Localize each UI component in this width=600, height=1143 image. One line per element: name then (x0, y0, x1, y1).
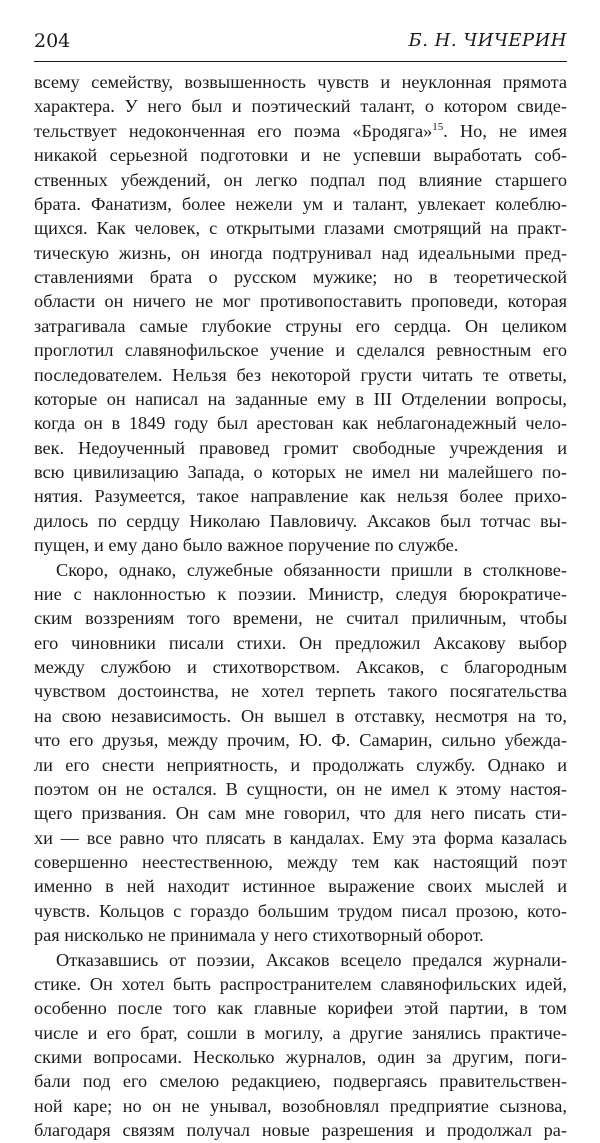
text-line (34, 631, 567, 655)
text-line-content: благодаря связям получал новые разрешения и продолжал ра- (34, 1120, 567, 1141)
text-line (34, 1021, 567, 1045)
text-line (34, 533, 567, 557)
text-line (34, 704, 567, 728)
text-line-content: Отказавшись от поэзии, Аксаков всецело предался журнали- (56, 949, 567, 970)
text-line-content: затрагивала самые глубокие струны его сердца. Он целиком (34, 315, 567, 336)
text-line-content: ставлениями брата о русском мужике; но в теоретической (34, 267, 567, 287)
text-line-content: поэтом он не остался. В сущности, он не имел к этому настоя- (34, 778, 567, 799)
text-line-content: последователем. Нельзя без некоторой грусти читать те ответы, (34, 364, 567, 385)
running-head-author: Б. Н. ЧИЧЕРИН (408, 30, 567, 51)
text-line-content: что его друзья, между прочим, Ю. Ф. Самарин, сильно убежда- (34, 730, 567, 751)
text-line-content: когда он в 1849 году был арестован как неблагонадежный чело- (34, 413, 567, 434)
text-line (34, 436, 567, 460)
text-line-content: именно в ней находит истинное выражение своих мыслей и (34, 876, 567, 897)
text-line (34, 363, 567, 387)
text-line-content: числе и его брат, сошли в могилу, а другие занялись практиче- (34, 1022, 567, 1043)
body-text (34, 70, 567, 1143)
page-number: 204 (34, 30, 71, 52)
text-line-content: его чиновники писали стихи. Он предложил Аксакову выбор (34, 632, 567, 653)
text-line (34, 265, 567, 289)
text-line (34, 241, 567, 265)
text-line (34, 314, 567, 338)
text-line (34, 558, 567, 582)
text-line (34, 1069, 567, 1093)
text-line (34, 850, 567, 874)
text-line (34, 484, 567, 508)
footnote-marker: 15 (432, 120, 444, 133)
text-line-content: ние с наклонностью к поэзии. Министр, следуя бюрократиче- (34, 583, 567, 604)
text-line-content: пущен, и ему дано было важное поручение по службе. (34, 535, 459, 556)
text-line-content: совершенно неестественною, между тем как настоящий поэт (34, 852, 567, 872)
text-line-content: ским воззрениям того времени, не считал приличным, чтобы (34, 608, 567, 629)
text-line (34, 338, 567, 362)
text-line (34, 1094, 567, 1118)
text-line-content: хи — все равно что плясать в кандалах. Ему эта форма казалась (34, 827, 567, 848)
text-line-content: всему семейству, возвышенность чувств и неуклонная прямота (34, 72, 567, 92)
text-line-content: всю цивилизацию Запада, о которых не имел ни малейшего по- (34, 462, 567, 482)
text-line-content: проглотил славянофильское учение и сделался ревностным его (34, 340, 567, 361)
text-line (34, 728, 567, 752)
text-line-content: бали под его смелою редакциею, подвергаясь правительствен- (34, 1071, 567, 1092)
text-line-content: чувством достоинства, не хотел терпеть такого посягательства (34, 681, 567, 702)
running-header (34, 0, 567, 58)
text-line-content: характера. У него был и поэтический талант, о котором свиде- (34, 96, 567, 117)
text-line (34, 411, 567, 435)
text-line-content: тическую жизнь, он иногда подтрунивал над идеальными пред- (34, 242, 567, 263)
text-line-content: рая нисколько не принимала у него стихотворный оборот. (34, 925, 484, 946)
text-line (34, 460, 567, 484)
text-line (34, 509, 567, 533)
text-line-content: чувств. Кольцов с гораздо большим трудом писал прозою, кото- (34, 900, 567, 921)
text-line (34, 606, 567, 630)
text-line-content: Скоро, однако, служебные обязанности пришли в столкнове- (56, 559, 567, 580)
text-line (34, 1118, 567, 1142)
text-line (34, 972, 567, 996)
text-line (34, 582, 567, 606)
text-line-content: между службою и стихотворством. Аксаков, с благородным (34, 657, 567, 677)
text-line-content: особенно после того как главные корифеи этой партии, в том (34, 998, 567, 1019)
text-line-content: скими вопросами. Несколько журналов, один за другим, поги- (34, 1047, 567, 1067)
text-line (34, 996, 567, 1020)
text-line-content: брата. Фанатизм, более нежели ум и талант, увлекает колеблю- (34, 193, 567, 214)
text-line-content: нятия. Разумеется, такое направление как нельзя более прихо- (34, 486, 567, 507)
text-line-content: щихся. Как человек, с открытыми глазами смотрящий на практ- (34, 218, 567, 239)
text-line (34, 143, 567, 167)
text-line-content: стике. Он хотел быть распространителем славянофильских идей, (34, 973, 567, 994)
text-line-content: дилось по сердцу Николаю Павловичу. Аксаков был тотчас вы- (34, 510, 567, 531)
text-line (34, 1045, 567, 1069)
header-rule (34, 61, 567, 62)
text-line-content: век. Недоученный правовед громит свободные учреждения и (34, 437, 567, 458)
text-line (34, 192, 567, 216)
text-line (34, 777, 567, 801)
text-line-content: щего призвания. Он сам мне говорил, что для него писать сти- (34, 803, 567, 824)
text-line-content: ли его снести неприятность, и продолжать службу. Однако и (34, 754, 567, 775)
text-line-content: тельствует недоконченная его поэма «Бродяга» (34, 120, 433, 141)
text-line (34, 948, 567, 972)
text-line-content: области он ничего не мог противопоставить проповеди, которая (34, 291, 567, 312)
text-line-content: на свою независимость. Он вышел в отставку, несмотря на то, (34, 705, 567, 726)
text-line (34, 289, 567, 313)
text-line (34, 801, 567, 825)
text-line (34, 826, 567, 850)
text-line (34, 216, 567, 240)
text-line (34, 94, 567, 118)
text-line-content: ной каре; но он не унывал, возобновлял предприятие сызнова, (34, 1095, 567, 1116)
text-line (34, 923, 567, 947)
text-line (34, 119, 567, 143)
text-line (34, 899, 567, 923)
text-line (34, 679, 567, 703)
text-line (34, 874, 567, 898)
text-line (34, 655, 567, 679)
text-line-content: которые он написал на заданные ему в III Отделении вопросы, (34, 388, 567, 409)
text-line (34, 168, 567, 192)
text-line-continuation: . Но, не имея (443, 120, 567, 141)
text-line (34, 70, 567, 94)
text-line-content: ственных убеждений, он легко подпал под влияние старшего (34, 169, 567, 190)
text-line (34, 387, 567, 411)
text-line-content: никакой серьезной подготовки и не успевши выработать соб- (34, 145, 567, 166)
book-page (34, 0, 567, 1141)
text-line (34, 753, 567, 777)
